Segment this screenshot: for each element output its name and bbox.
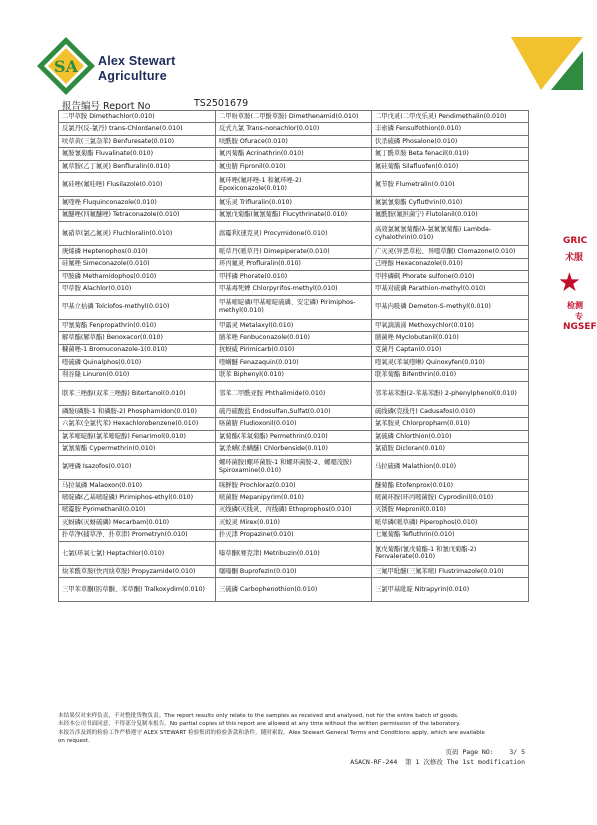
table-row — [59, 369, 529, 381]
table-cell: 联苯菊酯 Bifenthrin(0.010) — [372, 369, 529, 381]
table-cell: 解草酯(解草酯) Benoxacor(0.010) — [59, 332, 216, 344]
table-cell: 腈菌唑 Myclobutanil(0.010) — [372, 332, 529, 344]
form-code: ASACN-RF-244 — [350, 758, 398, 767]
disclaimer-line-2: 未经本公司书面同意，不得部分复制本报告。No partial copies of this report are allowed at any time without the written permission of the laboratory. — [58, 721, 461, 728]
side-stamp-text-bottom: NGSEF — [563, 322, 597, 332]
table-cell: 硫线磷(克线丹) Cadusafos(0.010) — [372, 406, 529, 418]
table-cell: 二甲草胺 Dimethachlor(0.010) — [59, 111, 216, 123]
table-cell: 咪鲜胺 Prochloraz(0.010) — [216, 479, 372, 491]
table-cell: 抗蚜威 Pirimicarb(0.010) — [216, 344, 372, 356]
table-cell: 氯硝胺 Dicloran(0.010) — [372, 443, 529, 455]
table-row — [59, 455, 529, 479]
table-cell: 邻苯基苯酚(2-苯基苯酚) 2-phenylphenol(0.010) — [372, 382, 529, 406]
table-cell: 糠菌唑-1 Bromuconazole-1(0.010) — [59, 344, 216, 356]
table-cell: 甲拌磷砜 Phorate sulfone(0.010) — [372, 270, 529, 282]
table-cell: 嘧啶磷(乙基嘧啶磷) Pirimiphos-ethyl(0.010) — [59, 492, 216, 504]
table-cell: 氯杀螨(杀螨醚) Chlorbenside(0.010) — [216, 443, 372, 455]
table-cell: 氟硅唑(氟哇唑) Flusilazole(0.010) — [59, 173, 216, 197]
table-cell: 联苯 Biphenyl(0.010) — [216, 369, 372, 381]
table-row — [59, 148, 529, 160]
table-cell: 利谷隆 Linuron(0.010) — [59, 369, 216, 381]
table-cell: 氟草胺(乙丁氟灵) Benfluralin(0.010) — [59, 160, 216, 172]
table-row — [59, 565, 529, 577]
table-row — [59, 197, 529, 209]
table-row — [59, 283, 529, 295]
table-cell: 甲基对硫磷 Parathion-methyl(0.010) — [372, 283, 529, 295]
table-row — [59, 504, 529, 516]
alex-stewart-logo-icon — [36, 36, 96, 96]
table-cell: 硫丹硫酸盐 Endosulfan,Sulfat(0.010) — [216, 406, 372, 418]
table-cell: 己唑醇 Hexaconazole(0.010) — [372, 258, 529, 270]
table-row — [59, 382, 529, 406]
table-cell: 醚菊酯 Etofenprox(0.010) — [372, 479, 529, 491]
table-cell: 氯苯嘧啶醇(氯苯嘧啶醇) Fenarimol(0.010) — [59, 430, 216, 442]
table-cell: 嗪草酮(赛克津) Metribuzin(0.010) — [216, 541, 372, 565]
footer-disclaimer — [58, 712, 528, 746]
table-cell: 炔苯酰草胺(快丙炔草胺) Propyzamide(0.010) — [59, 565, 216, 577]
table-cell: 咯菌腈 Fludioxonil(0.010) — [216, 418, 372, 430]
table-cell: 反氯丹(反-氯丹) trans-Chlordane(0.010) — [59, 123, 216, 135]
table-cell: 氟酰胺(氟担菌宁) Flutolanil(0.010) — [372, 209, 529, 221]
table-row — [59, 135, 529, 147]
table-cell: 灭线磷(灭线灵、丙线磷) Ethoprophos(0.010) — [216, 504, 372, 516]
table-cell: 喹硫磷 Quinalphos(0.010) — [59, 357, 216, 369]
table-cell: 氟醚唑(四氟醚唑) Tetraconazole(0.010) — [59, 209, 216, 221]
table-cell: 磷胺(磷胺-1 和磷胺-2) Phosphamidon(0.010) — [59, 406, 216, 418]
table-cell: 氯氰菊酯 Cypermethrin(0.010) — [59, 443, 216, 455]
table-row — [59, 529, 529, 541]
side-stamp-text-mid: 术服 — [564, 253, 583, 263]
table-cell: 氟喹唑 Fluquinconazole(0.010) — [59, 197, 216, 209]
report-number-value: TS2501679 — [194, 98, 249, 109]
table-cell: 氟氰戊菊酯(氟氰菊酯) Flucythrinate(0.010) — [216, 209, 372, 221]
table-cell: 三甲苯草酮(肟草酮、苯草酮) Tralkoxydim(0.010) — [59, 578, 216, 602]
table-cell: 二甲戊灵(二甲戊乐灵) Pendimethalin(0.010) — [372, 111, 529, 123]
table-row — [59, 160, 529, 172]
side-stamp-text-low: 检测专 — [567, 301, 583, 321]
table-cell: 腐霉利(速克灵) Procymidone(0.010) — [216, 222, 372, 246]
table-cell: 甲基毒死蜱 Chlorpyrifos-methyl(0.010) — [216, 283, 372, 295]
table-row — [59, 443, 529, 455]
table-cell: 螺环菌胺(螺环菌胺-1 和螺环菌胺-2、螺噁茂胺) Spiroxamine(0.010) — [216, 455, 372, 479]
table-cell: 嘧菌环胺(环丙嘧菌胺) Cyprodinil(0.010) — [372, 492, 529, 504]
table-row — [59, 258, 529, 270]
table-cell: 呋酰胺 Ofurace(0.010) — [216, 135, 372, 147]
table-row — [59, 270, 529, 282]
table-cell: 甲基内吸磷 Demeton-S-methyl(0.010) — [372, 295, 529, 319]
red-star-icon: ★ — [557, 268, 581, 298]
table-cell: 邻苯二甲酰亚胺 Phthalimide(0.010) — [216, 382, 372, 406]
table-row — [59, 111, 529, 123]
table-cell: 扑灭津 Propazine(0.010) — [216, 529, 372, 541]
svg-text:SA: SA — [54, 57, 78, 76]
disclaimer-line-1: 本结果仅对来样负责，不对整批货物负责。The report results only relate to the samples as received and analysed, not for the entire batch of goods. — [58, 713, 459, 719]
disclaimer-line-4: on request. — [58, 738, 90, 745]
table-cell: 甲基立枯磷 Tolclofos-methyl(0.010) — [59, 295, 216, 319]
table-cell: 氟节胺 Flumetralin(0.010) — [372, 173, 529, 197]
table-cell: 哌草丹(哌草丹) Dimepiperate(0.010) — [216, 246, 372, 258]
table-row — [59, 222, 529, 246]
page-info — [350, 747, 525, 767]
table-cell: 氯唑磷 Isazofos(0.010) — [59, 455, 216, 479]
table-cell: 喹氧灵(苯氧喹啉) Quinoxyfen(0.010) — [372, 357, 529, 369]
table-cell: 广灭灵(异恶草松、异噁草酮) Clomazone(0.010) — [372, 246, 529, 258]
table-row — [59, 479, 529, 491]
table-cell: 环丙氟灵 Profluralin(0.010) — [216, 258, 372, 270]
table-cell: 联苯三唑醇(双苯三唑醇) Bitertanol(0.010) — [59, 382, 216, 406]
table-row — [59, 578, 529, 602]
page-label: 页码 Page NO: — [445, 748, 494, 756]
table-cell: 三氟甲吡醚(三氟苯嘧) Flustrimazole(0.010) — [372, 565, 529, 577]
table-cell: 氟硝草(氯乙氟灵) Fluchloralin(0.010) — [59, 222, 216, 246]
table-cell: 氟丙菊酯 Acrinathrin(0.010) — [216, 148, 372, 160]
table-cell: 三氯甲基吡啶 Nitrapyrin(0.010) — [372, 578, 529, 602]
table-cell: 三硫磷 Carbophenothion(0.010) — [216, 578, 372, 602]
table-cell: 扑草净(捕草净、扑草津) Prometryn(0.010) — [59, 529, 216, 541]
side-stamp-text-top: GRIC — [563, 236, 588, 246]
table-cell: 甲氰菊酯 Fenpropathrin(0.010) — [59, 319, 216, 331]
table-cell: 庚烯磷 Heptenophos(0.010) — [59, 246, 216, 258]
table-cell: 反式九氯 Trans-nonachlor(0.010) — [216, 123, 372, 135]
table-cell: 噻嗪酮 Buprofezin(0.010) — [216, 565, 372, 577]
table-row — [59, 209, 529, 221]
table-cell: 甲拌磷 Phorate(0.010) — [216, 270, 372, 282]
table-cell: 七氯(环氧七氯) Heptachlor(0.010) — [59, 541, 216, 565]
table-cell: 甲草胺 Alachlor(0.010) — [59, 283, 216, 295]
table-row — [59, 517, 529, 529]
table-cell: 呋草黄(三氯杂苯) Benfuresate(0.010) — [59, 135, 216, 147]
table-cell: 氟虫腈 Fipronil(0.010) — [216, 160, 372, 172]
table-cell: 氟丁酰草胺 Beta fenacil(0.010) — [372, 148, 529, 160]
table-cell: 甲氧滴滴涕 Methoxychlor(0.010) — [372, 319, 529, 331]
table-row — [59, 123, 529, 135]
revision-note: 第 1 次修改 The 1st modification — [405, 758, 525, 767]
table-cell: 灭蚁灵 Mirex(0.010) — [216, 517, 372, 529]
table-cell: 克菌丹 Captan(0.010) — [372, 344, 529, 356]
table-cell: 氟乐灵 Trifluralin(0.010) — [216, 197, 372, 209]
table-cell: 七氟菊酯 Tefluthrin(0.010) — [372, 529, 529, 541]
table-row — [59, 295, 529, 319]
page-number: 3/ 5 — [509, 748, 525, 756]
table-cell: 氟环唑(氟环唑-1 和氟环唑-2) Epoxiconazole(0.010) — [216, 173, 372, 197]
table-row — [59, 492, 529, 504]
table-row — [59, 319, 529, 331]
pesticide-table — [58, 110, 529, 602]
disclaimer-line-3: 本报告涉及到的检验工作严格遵守 ALEX STEWART 检验集团的检验条款和条件，随时索取。Alex Stewart General Terms and Conditions apply, which are available — [58, 729, 485, 736]
table-cell: 氟胺氰菊酯 Fluvalinate(0.010) — [59, 148, 216, 160]
table-cell: 六氯苯(全氯代苯) Hexachlorobenzene(0.010) — [59, 418, 216, 430]
table-cell: 二甲吩草胺(二甲酚草胺) Dimethenamid(0.010) — [216, 111, 372, 123]
table-cell: 高效氯氟氰菊酯(λ-氯氟氰菊酯) Lambda-cyhalothrin(0.010) — [372, 222, 529, 246]
table-cell: 氯苯胺灵 Chlorpropham(0.010) — [372, 418, 529, 430]
table-cell: 甲霜灵 Metalaxyl(0.010) — [216, 319, 372, 331]
table-row — [59, 357, 529, 369]
brand-name-line2: Agriculture — [98, 69, 167, 83]
table-row — [59, 541, 529, 565]
corner-decoration-icon — [511, 37, 583, 90]
table-cell: 丰索磷 Fensulfothion(0.010) — [372, 123, 529, 135]
table-row — [59, 406, 529, 418]
table-cell: 氟氯氰菊酯 Cyfluthrin(0.010) — [372, 197, 529, 209]
table-row — [59, 332, 529, 344]
table-cell: 马拉氧磷 Malaoxon(0.010) — [59, 479, 216, 491]
table-row — [59, 430, 529, 442]
brand-name-line1: Alex Stewart — [98, 54, 176, 68]
table-cell: 腈苯唑 Fenbuconazole(0.010) — [216, 332, 372, 344]
table-row — [59, 246, 529, 258]
table-cell: 甲胺磷 Methamidophos(0.010) — [59, 270, 216, 282]
table-cell: 氟硅菊酯 Silafluofen(0.010) — [372, 160, 529, 172]
table-cell: 氰戊菊酯(氰戊菊酯-1 和氰戊菊酯-2) Fenvalerate(0.010) — [372, 541, 529, 565]
report-number-label: 报告编号 Report No — [62, 101, 151, 112]
table-cell: 马拉硫磷 Malathion(0.010) — [372, 455, 529, 479]
table-row — [59, 344, 529, 356]
table-cell: 硅氟唑 Simeconazole(0.010) — [59, 258, 216, 270]
table-cell: 伏杀硫磷 Phosalone(0.010) — [372, 135, 529, 147]
table-cell: 哌草磷(哌草磷) Piperophos(0.010) — [372, 517, 529, 529]
table-row — [59, 418, 529, 430]
table-cell: 灭蚜磷(灭蚜硫磷) Mecarbam(0.010) — [59, 517, 216, 529]
table-cell: 嘧霉胺 Pyrimethanil(0.010) — [59, 504, 216, 516]
table-cell: 喹螨醚 Fenazaquin(0.010) — [216, 357, 372, 369]
table-cell: 甲基嘧啶磷(甲基嘧啶硫磷、安定磷) Pirimiphos-methyl(0.010) — [216, 295, 372, 319]
table-cell: 嘧菌胺 Mepanipyrim(0.010) — [216, 492, 372, 504]
table-row — [59, 173, 529, 197]
table-cell: 氯菊酯(苯氧菊酯) Permethrin(0.010) — [216, 430, 372, 442]
table-cell: 灭锈胺 Mepronil(0.010) — [372, 504, 529, 516]
table-cell: 氯硫磷 Chlorthion(0.010) — [372, 430, 529, 442]
